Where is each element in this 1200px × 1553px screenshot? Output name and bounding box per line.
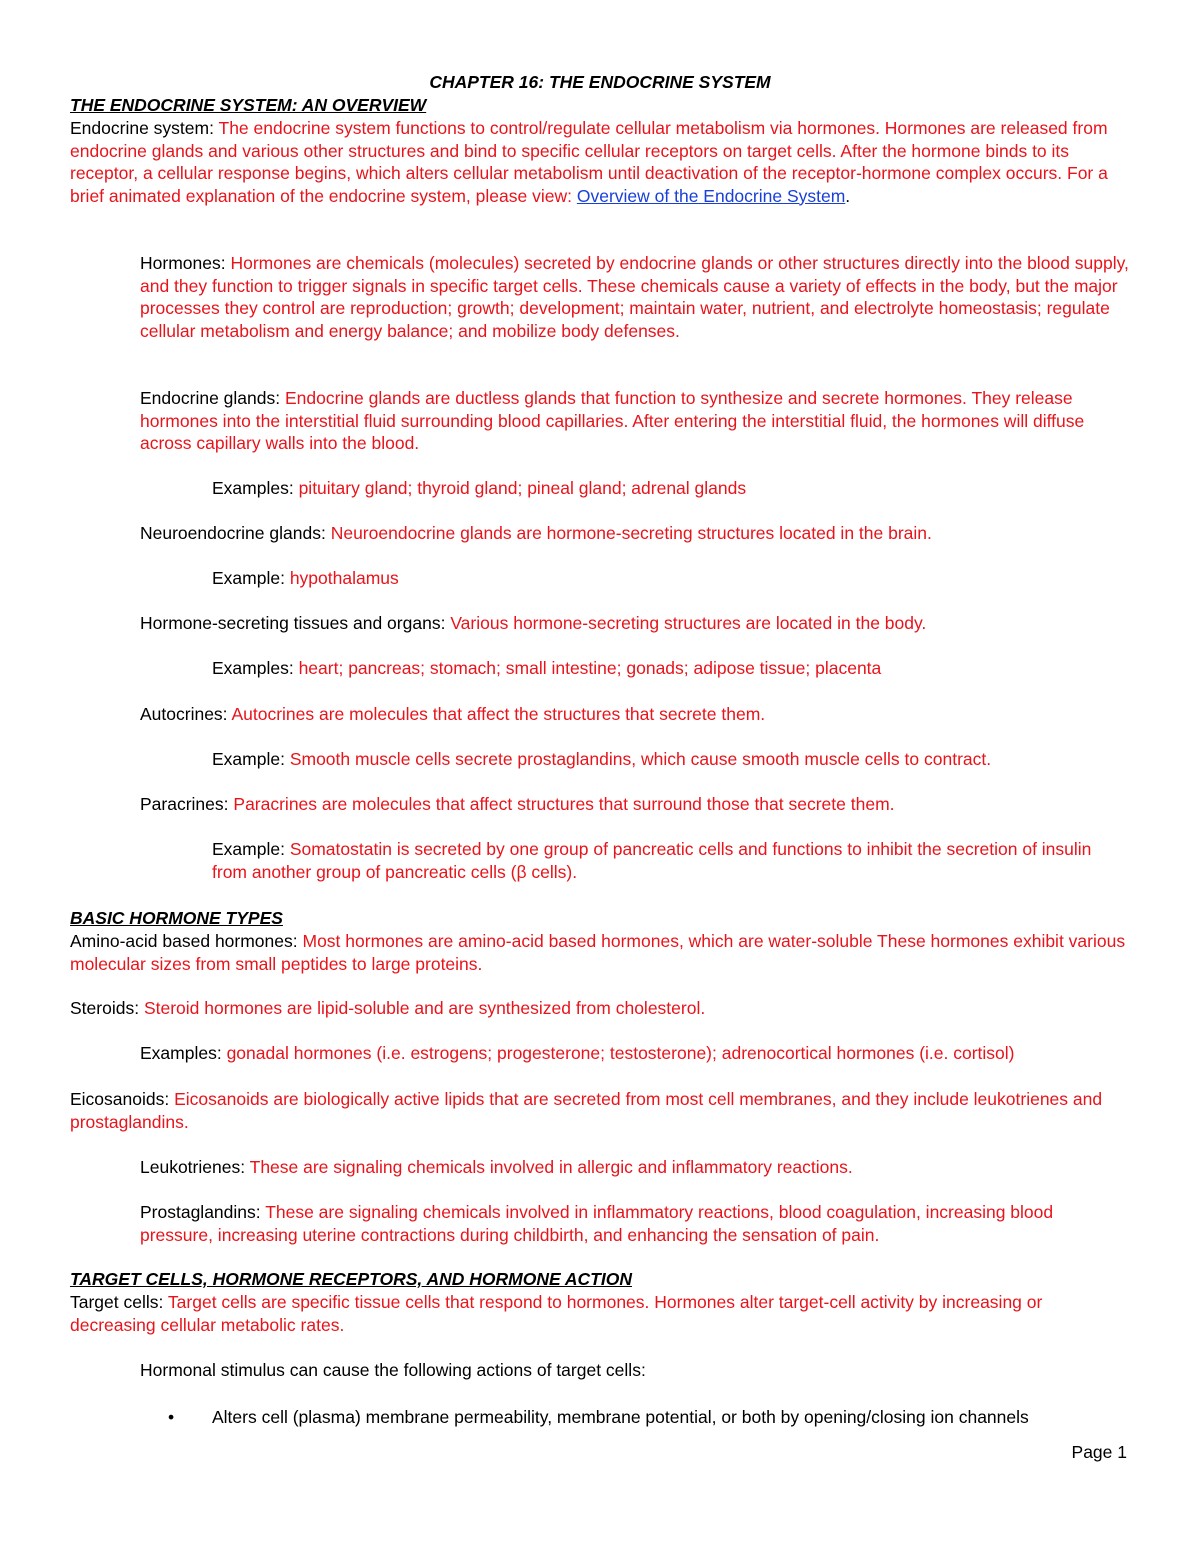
- examples-endocrine-glands: [212, 477, 1130, 500]
- sentence-period: .: [845, 185, 851, 206]
- paragraph-steroids: [70, 997, 1130, 1020]
- definition-endocrine-system: The endocrine system functions to control/regulate cellular metabolism via hormones. Hormones are released from endocrine glands and various other structures and bind to specific cellular receptors on target cells. After the hormone binds to its receptor, a cellular response begins, which alters cellular metabolism until deactivation of the receptor-hormone complex occurs. For a brief animated explanation of the endocrine system, please view:: [70, 118, 1108, 206]
- definition-autocrines: Autocrines are molecules that affect the structures that secrete them.: [231, 704, 766, 724]
- definition-hormone-secreting: Various hormone-secreting structures are located in the body.: [450, 613, 927, 633]
- term-endocrine-system: Endocrine system:: [70, 118, 214, 138]
- paragraph-autocrines: [140, 703, 1130, 726]
- paragraph-leukotrienes: [140, 1156, 1130, 1179]
- term-autocrines: Autocrines:: [140, 704, 228, 724]
- section-heading-basic-types: BASIC HORMONE TYPES: [70, 908, 283, 928]
- chapter-title: CHAPTER 16: THE ENDOCRINE SYSTEM: [429, 72, 771, 92]
- definition-neuroendocrine: Neuroendocrine glands are hormone-secreting structures located in the brain.: [330, 523, 932, 543]
- term-steroids: Steroids:: [70, 998, 140, 1018]
- paragraph-hormones: [140, 252, 1130, 342]
- term-target-cells: Target cells:: [70, 1292, 164, 1312]
- definition-target-cells: Target cells are specific tissue cells that respond to hormones. Hormones alter target-cell activity by increasing or decreasing cellular metabolic rates.: [70, 1292, 1043, 1335]
- term-neuroendocrine: Neuroendocrine glands:: [140, 523, 326, 543]
- term-amino-acid: Amino-acid based hormones:: [70, 931, 298, 951]
- term-prostaglandins: Prostaglandins:: [140, 1202, 261, 1222]
- overview-endocrine-link[interactable]: Overview of the Endocrine System: [576, 185, 846, 206]
- paragraph-paracrines: [140, 793, 1130, 816]
- paragraph-hormone-secreting: [140, 612, 1130, 635]
- examples-hormone-secreting: [212, 657, 1130, 680]
- section-heading-overview: THE ENDOCRINE SYSTEM: AN OVERVIEW: [70, 95, 427, 115]
- examples-text: heart; pancreas; stomach; small intestine; gonads; adipose tissue; placenta: [298, 658, 882, 678]
- example-text: Smooth muscle cells secrete prostaglandins, which cause smooth muscle cells to contract.: [289, 749, 992, 769]
- term-hormones: Hormones:: [140, 253, 226, 273]
- page-number: Page 1: [1071, 1442, 1127, 1462]
- example-label: Example:: [212, 749, 285, 769]
- example-neuroendocrine: [212, 567, 1130, 590]
- definition-paracrines: Paracrines are molecules that affect structures that surround those that secrete them.: [233, 794, 895, 814]
- paragraph-neuroendocrine: [140, 522, 1130, 545]
- example-label: Example:: [212, 568, 285, 588]
- term-endocrine-glands: Endocrine glands:: [140, 388, 281, 408]
- example-text: Somatostatin is secreted by one group of pancreatic cells and functions to inhibit the secretion of insulin from another group of pancreatic cells (β cells).: [212, 839, 1092, 882]
- examples-text: pituitary gland; thyroid gland; pineal gland; adrenal glands: [298, 478, 747, 498]
- term-hormone-secreting: Hormone-secreting tissues and organs:: [140, 613, 446, 633]
- examples-label: Examples:: [212, 658, 294, 678]
- definition-eicosanoids: Eicosanoids are biologically active lipids that are secreted from most cell membranes, and they include leukotrienes and prostaglandins.: [70, 1089, 1103, 1132]
- paragraph-amino-acid: [70, 930, 1130, 975]
- examples-text: gonadal hormones (i.e. estrogens; progesterone; testosterone); adrenocortical hormones (i.e. cortisol): [226, 1043, 1015, 1063]
- paragraph-target-cells: [70, 1291, 1130, 1336]
- definition-endocrine-glands: Endocrine glands are ductless glands that function to synthesize and secrete hormones. They release hormones into the interstitial fluid surrounding blood capillaries. After entering the interstitial fluid, the hormones will diffuse across capillary walls into the blood.: [140, 388, 1085, 453]
- example-text: hypothalamus: [289, 568, 399, 588]
- section-heading-target-cells: TARGET CELLS, HORMONE RECEPTORS, AND HORMONE ACTION: [70, 1269, 632, 1289]
- bullet-icon: •: [168, 1407, 175, 1427]
- examples-steroids: [140, 1042, 1130, 1065]
- paragraph-eicosanoids: [70, 1088, 1130, 1133]
- term-leukotrienes: Leukotrienes:: [140, 1157, 246, 1177]
- term-eicosanoids: Eicosanoids:: [70, 1089, 170, 1109]
- examples-label: Examples:: [140, 1043, 222, 1063]
- paragraph-endocrine-glands: [140, 387, 1130, 455]
- bullet-text: Alters cell (plasma) membrane permeability, membrane potential, or both by opening/closing ion channels: [212, 1407, 1029, 1427]
- stimulus-intro: Hormonal stimulus can cause the following actions of target cells:: [140, 1360, 646, 1380]
- term-paracrines: Paracrines:: [140, 794, 229, 814]
- definition-leukotrienes: These are signaling chemicals involved in allergic and inflammatory reactions.: [249, 1157, 853, 1177]
- definition-hormones: Hormones are chemicals (molecules) secreted by endocrine glands or other structures directly into the blood supply, and they function to trigger signals in specific target cells. These chemicals cause a variety of effects in the body, but the major processes they control are reproduction; growth; development; maintain water, nutrient, and electrolyte homeostasis; regulate cellular metabolism and energy balance; and mobilize body defenses.: [140, 253, 1129, 341]
- definition-prostaglandins: These are signaling chemicals involved in inflammatory reactions, blood coagulation, increasing blood pressure, increasing uterine contractions during childbirth, and enhancing the sensation of pain.: [140, 1202, 1054, 1245]
- example-label: Example:: [212, 839, 285, 859]
- definition-amino-acid: Most hormones are amino-acid based hormones, which are water-soluble These hormones exhibit various molecular sizes from small peptides to large proteins.: [70, 931, 1126, 974]
- example-paracrines: [212, 838, 1130, 883]
- definition-steroids: Steroid hormones are lipid-soluble and are synthesized from cholesterol.: [143, 998, 706, 1018]
- example-autocrines: [212, 748, 1130, 771]
- examples-label: Examples:: [212, 478, 294, 498]
- paragraph-prostaglandins: [140, 1201, 1130, 1246]
- paragraph-endocrine-system: [70, 117, 1130, 207]
